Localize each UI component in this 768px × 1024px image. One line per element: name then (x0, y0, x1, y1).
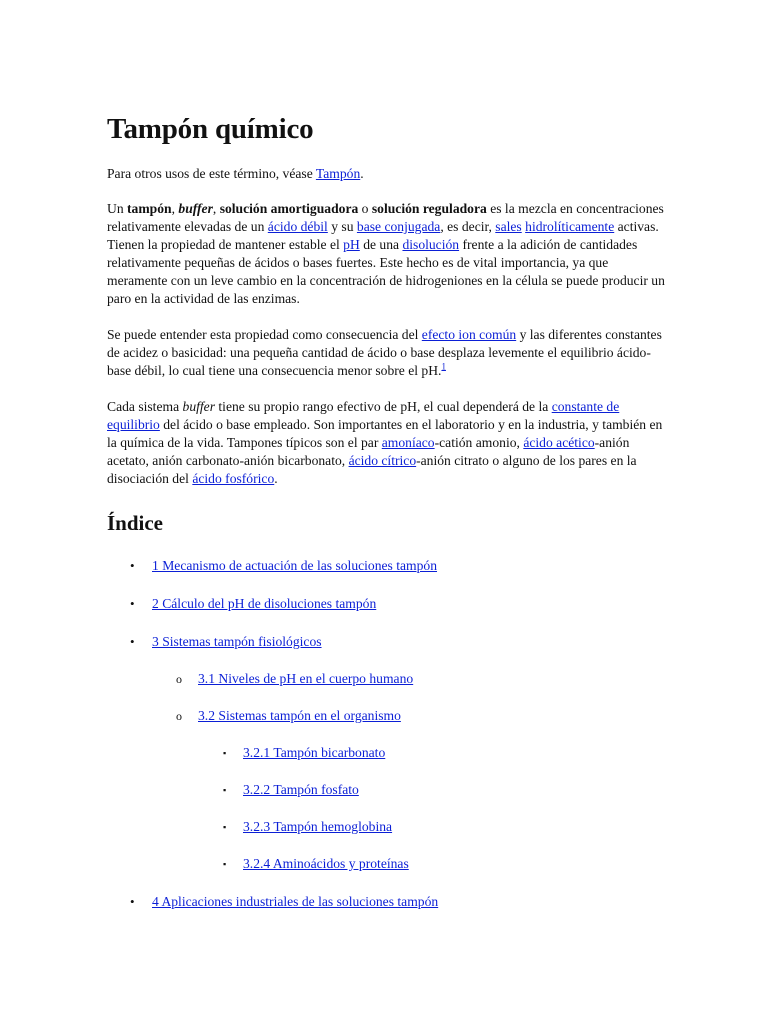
toc-item (107, 893, 667, 911)
text: de una (359, 237, 403, 252)
text: -anión acetato, anión carbonato-anión bicarbonato, (107, 435, 630, 468)
article-content (107, 111, 667, 911)
toc-item (107, 781, 667, 799)
toc-item (107, 744, 667, 762)
bullet-icon: • (130, 558, 135, 573)
text: o (358, 201, 372, 216)
toc-link-calculo-ph[interactable]: 2 Cálculo del pH de disoluciones tampón (152, 596, 377, 611)
toc-link-tampon-hemoglobina[interactable]: 3.2.3 Tampón hemoglobina (243, 819, 393, 834)
table-of-contents (107, 557, 667, 911)
link-sales[interactable]: sales (495, 219, 522, 234)
toc-link-mecanismo[interactable]: 1 Mecanismo de actuación de las soluciones tampón (152, 558, 438, 573)
toc-link-tampon-bicarbonato[interactable]: 3.2.1 Tampón bicarbonato (243, 745, 386, 760)
link-hidroliticamente[interactable]: hidrolíticamente (525, 219, 615, 234)
toc-item (107, 557, 667, 575)
paragraph-ion-comun (107, 326, 667, 380)
toc-link-tampon-fosfato[interactable]: 3.2.2 Tampón fosfato (243, 782, 359, 797)
link-tampon[interactable]: Tampón (315, 166, 361, 181)
toc-item (107, 670, 667, 688)
bold-term-tampon: tampón (127, 201, 172, 216)
bullet-icon: • (130, 634, 135, 649)
text: , (171, 201, 179, 216)
text: y su (327, 219, 357, 234)
text: tiene su propio rango efectivo de pH, el cual dependerá de la (215, 399, 552, 414)
text: -anión citrato o alguno de los pares en la disociación del (107, 453, 637, 486)
square-bullet-icon: ▪ (223, 748, 227, 758)
toc-item (107, 633, 667, 651)
link-acido-citrico[interactable]: ácido cítrico (348, 453, 417, 468)
bullet-icon: • (130, 894, 135, 909)
toc-item (107, 818, 667, 836)
text: . (274, 471, 278, 486)
reference-link-1[interactable]: 1 (441, 361, 446, 372)
text: -catión amonio, (434, 435, 524, 450)
circle-bullet-icon: o (176, 672, 182, 686)
link-efecto-ion-comun[interactable]: efecto ion común (421, 327, 517, 342)
link-ph[interactable]: pH (343, 237, 360, 252)
link-acido-acetico[interactable]: ácido acético (523, 435, 595, 450)
text: y las diferentes constantes de acidez o basicidad: una pequeña cantidad de ácido o base desplaza levemente el equilibrio ácido-base débil, lo cual tiene una consecuencia menor sobre el pH. (107, 327, 662, 378)
hatnote (107, 165, 667, 183)
text: del ácido o base empleado. Son importantes en el laboratorio y en la industria, y también en la química de la vida. Tampones típicos son el par (107, 417, 663, 450)
bold-term-solucion-reguladora: solución reguladora (371, 201, 487, 216)
toc-heading: Índice (107, 511, 164, 535)
toc-link-sistemas-fisiologicos[interactable]: 3 Sistemas tampón fisiológicos (152, 634, 322, 649)
square-bullet-icon: ▪ (223, 785, 227, 795)
paragraph-sistema-buffer (107, 398, 667, 488)
bold-term-solucion-amortiguadora: solución amortiguadora (219, 201, 359, 216)
italic-term-buffer: buffer (182, 399, 215, 414)
toc-link-niveles-ph[interactable]: 3.1 Niveles de pH en el cuerpo humano (198, 671, 414, 686)
toc-item (107, 595, 667, 613)
toc-item (107, 855, 667, 873)
text: , (212, 201, 220, 216)
link-base-conjugada[interactable]: base conjugada (356, 219, 441, 234)
square-bullet-icon: ▪ (223, 859, 227, 869)
text: Un (107, 201, 128, 216)
toc-link-aplicaciones-industriales[interactable]: 4 Aplicaciones industriales de las soluciones tampón (152, 894, 439, 909)
square-bullet-icon: ▪ (223, 822, 227, 832)
link-acido-fosforico[interactable]: ácido fosfórico (192, 471, 275, 486)
circle-bullet-icon: o (176, 709, 182, 723)
paragraph-intro (107, 200, 667, 308)
link-amoniaco[interactable]: amoníaco (381, 435, 435, 450)
text: Cada sistema (107, 399, 183, 414)
text: activas. Tienen la propiedad de mantener estable el (107, 219, 659, 252)
link-constante-de-equilibrio[interactable]: constante de equilibrio (107, 399, 620, 432)
hatnote-text: Para otros usos de este término, véase (107, 166, 316, 181)
toc-link-aminoacidos-proteinas[interactable]: 3.2.4 Aminoácidos y proteínas (243, 856, 409, 871)
toc-item (107, 707, 667, 725)
link-acido-debil[interactable]: ácido débil (267, 219, 328, 234)
hatnote-period: . (360, 166, 364, 181)
toc-link-sistemas-organismo[interactable]: 3.2 Sistemas tampón en el organismo (198, 708, 401, 723)
text: frente a la adición de cantidades relativamente pequeñas de ácidos o bases fuertes. Este hecho es de vital importancia, ya que meramente con un leve cambio en la concentración de hidrogeniones en la célula se puede producir un paro en la actividad de las enzimas. (107, 237, 665, 306)
bullet-icon: • (130, 596, 135, 611)
text: Se puede entender esta propiedad como consecuencia del (107, 327, 422, 342)
text: , es decir, (440, 219, 496, 234)
page-title: Tampón químico (107, 113, 314, 145)
link-disolucion[interactable]: disolución (402, 237, 460, 252)
italic-term-buffer: buffer (178, 201, 213, 216)
text: es la mezcla en concentraciones relativamente elevadas de un (107, 201, 664, 234)
